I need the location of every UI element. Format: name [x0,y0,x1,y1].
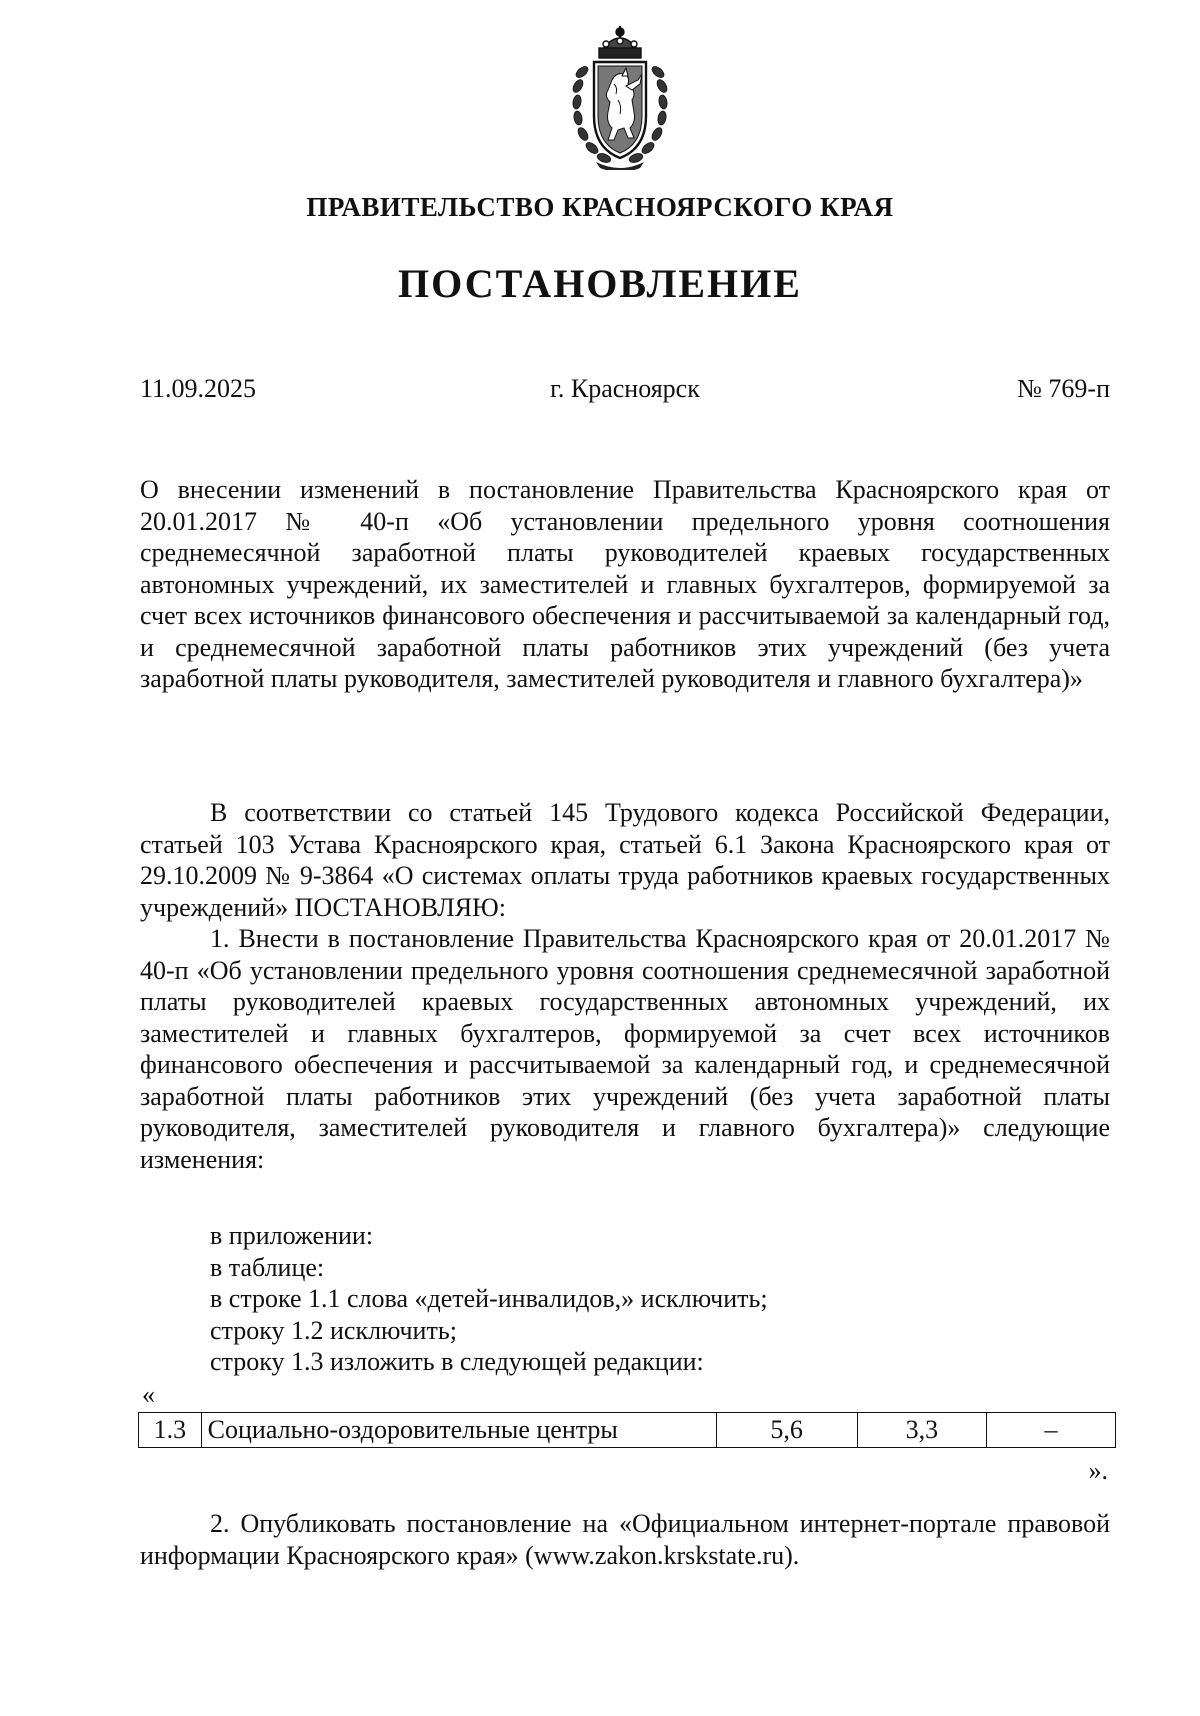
organization-title: ПРАВИТЕЛЬСТВО КРАСНОЯРСКОГО КРАЯ [306,192,894,222]
coat-of-arms-icon [566,24,674,170]
row-value-2-cell: 3,3 [857,1413,986,1448]
list-item: в приложении: [210,1221,374,1250]
list-item: строку 1.3 изложить в следующей редакции: [210,1347,704,1376]
item-2-paragraph: 2. Опубликовать постановление на «Официальном интернет-портале правовой информации Красноярского края» (www.zakon.krskstate.ru). [140,1509,1110,1570]
document-city: г. Красноярск [550,374,700,403]
row-name-cell: Социально-оздоровительные центры [201,1413,716,1448]
item-1-paragraph: 1. Внести в постановление Правительства Красноярского края от 20.01.2017 № 40-п «Об установлении предельного уровня соотношения среднемесячной заработной платы руководителей краевых государственных автономных учреждений, их заместителей и главных бухгалтеров, формируемой за счет всех источников финансового обеспечения и рассчитываемой за календарный год, и среднемесячной заработной платы работников этих учреждений (без учета заработной платы руководителя, заместителей руководителя и главного бухгалтера)» следующие изменения: [140,924,1110,1174]
list-item: строку 1.2 исключить; [210,1315,457,1345]
document-type: ПОСТАНОВЛЕНИЕ [398,261,802,306]
document-subtitle: О внесении изменений в постановление Правительства Красноярского края от 20.01.2017 № 40-п «Об установлении предельного уровня соотношения среднемесячной заработной платы руководителей краевых государственных автономных учреждений, их заместителей и главных бухгалтеров, формируемой за счет всех источников финансового обеспечения и рассчитываемой за календарный год, и среднемесячной заработной платы работников этих учреждений (без учета заработной платы руководителя, заместителей руководителя и главного бухгалтера)» [140,475,1110,693]
row-number-cell: 1.3 [139,1413,202,1448]
quote-close: ». [1088,1456,1108,1485]
table-row [139,1413,1116,1448]
preamble-paragraph: В соответствии со статьей 145 Трудового кодекса Российской Федерации, статьей 103 Устава Красноярского края, статьей 6.1 Закона Красноярского края от 29.10.2009 № 9-3864 «О системах оплаты труда работников краевых государственных учреждений» ПОСТАНОВЛЯЮ: [140,798,1110,922]
document-number: № 769-п [1017,374,1110,403]
quote-open: « [142,1380,155,1409]
row-value-1-cell: 5,6 [716,1413,857,1448]
list-item: в строке 1.1 слова «детей-инвалидов,» исключить; [210,1284,768,1313]
document-date: 11.09.2025 [140,374,257,403]
amendment-table [138,1412,1116,1448]
list-item: в таблице: [210,1252,325,1282]
amendment-list [210,1220,1110,1378]
row-value-3-cell: – [987,1413,1116,1448]
document-meta [140,374,1110,414]
